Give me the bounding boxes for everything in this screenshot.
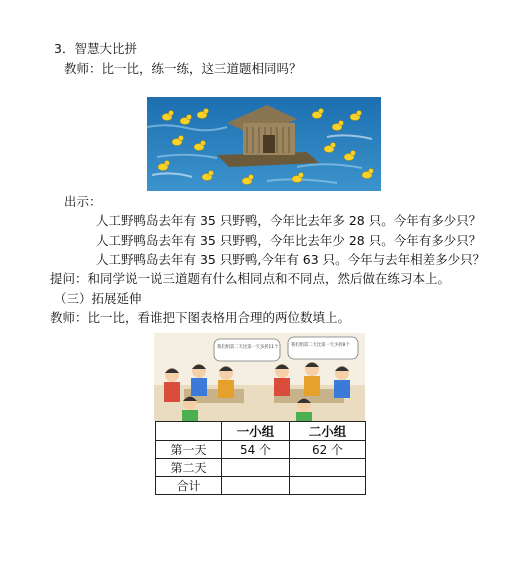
extension-title: （三）拓展延伸 [54,291,142,306]
question-prompt: 提问：和同学说一说三道题有什么相同点和不同点，然后做在练习本上。 [50,271,451,286]
section-title: 3．智慧大比拼 [54,41,137,56]
table-row [156,459,366,477]
table-cell: 62 个 [290,441,366,459]
table-header-cell [156,422,222,441]
problem-1: 人工野鸭岛去年有 35 只野鸭，今年比去年多 28 只。今年有多少只？ [96,213,482,228]
show-label: 出示： [64,194,102,209]
table-cell [290,459,366,477]
table-cell [222,459,290,477]
duck-island-photo [147,97,381,191]
teacher-prompt-table: 教师：比一比，看谁把下图表格用合理的两位数填上。 [50,310,351,325]
table-header-cell: 一小组 [222,422,290,441]
table-header-cell: 二小组 [290,422,366,441]
problem-2: 人工野鸭岛去年有 35 只野鸭，今年比去年少 28 只。今年有多少只？ [96,233,482,248]
table-cell [222,477,290,495]
table-row [156,441,366,459]
table-cell: 54 个 [222,441,290,459]
children-folding-illustration [154,333,365,421]
speech-bubble-1: 我们组第二天比第一天多折11个 [217,345,279,350]
table-row-label: 合计 [156,477,222,495]
table-row-label: 第一天 [156,441,222,459]
comparison-table [155,421,366,495]
table-header-row [156,422,366,441]
teacher-prompt-compare: 教师：比一比，练一练，这三道题相同吗？ [64,61,302,76]
problem-3: 人工野鸭岛去年有 35 只野鸭,今年有 63 只。今年与去年相差多少只？ [96,252,486,267]
speech-bubble-2: 我们组第二天比第一天少折8个 [291,343,350,348]
table-row [156,477,366,495]
table-cell [290,477,366,495]
table-row-label: 第二天 [156,459,222,477]
